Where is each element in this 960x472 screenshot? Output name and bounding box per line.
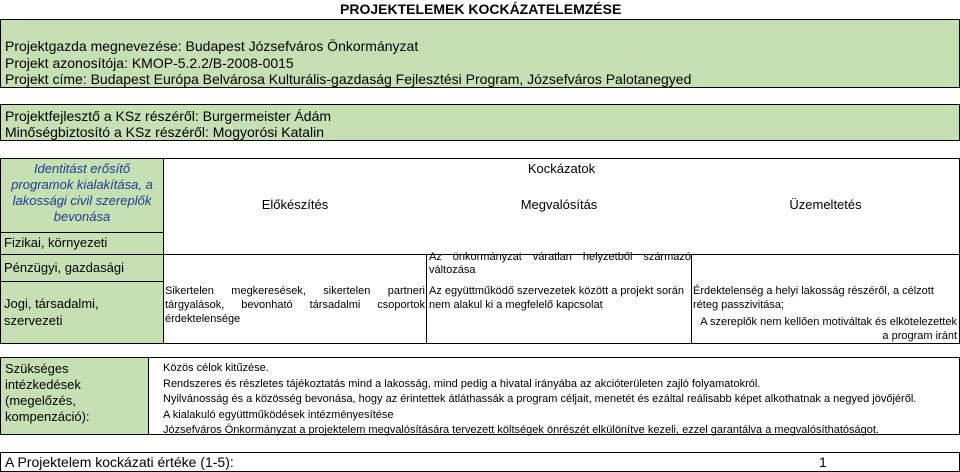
column-header-implementation: Megvalósítás — [520, 197, 598, 212]
operation-extra-cell: A szereplők nem kellően motiváltak és elkötelezettek a program iránt — [700, 316, 957, 342]
financial-implementation-cell: Az önkormányzat váratlan helyzetből származó változása — [429, 251, 691, 276]
risks-group-header: Kockázatok — [527, 161, 596, 176]
measures-label: Szükséges intézkedések (megelőzés, kompenzáció): — [5, 361, 90, 424]
risk-value-row — [0, 452, 960, 472]
legal-operation-cell: Érdektelenség a helyi lakosság részéről, a célzott réteg passzivitása; — [693, 285, 934, 311]
measure-line: Nyilvánosság és a közösség bevonása, hogy az érintettek átláthassák a program céljait, menetét és ezáltal reálisabb képet alkothatnak a negyed jövőjéről. — [163, 393, 917, 405]
row-label-financial: Pénzügyi, gazdasági — [4, 260, 124, 275]
project-id-line: Projekt azonosítója: KMOP-5.2.2/B-2008-0015 — [5, 55, 294, 71]
measure-line: Józsefváros Önkormányzat a projektelem megvalósítására tervezett költségek önrészét elkülönítve kezeli, ezzel garantálva a megvalósíthatóságot. — [163, 424, 879, 436]
measure-line: Rendszeres és részletes tájékoztatás mind a lakosság, mind pedig a hivatal irányába az akcióterületen zajló folyamatokról. — [163, 378, 761, 390]
developer-line: Projektfejlesztő a KSz részéről: Burgermeister Ádám — [5, 108, 332, 124]
row-label-legal: Jogi, társadalmi, szervezeti — [4, 296, 99, 328]
row-label-physical: Fizikai, környezeti — [4, 235, 108, 250]
measure-line: Közös célok kitűzése. — [163, 362, 269, 374]
legal-preparation-cell: Sikertelen megkeresések, sikertelen partneri tárgyalások, bevonható társadalmi csoportok érdektelensége — [165, 285, 425, 325]
measures-section — [0, 357, 960, 435]
column-header-preparation: Előkészítés — [261, 197, 329, 212]
legal-implementation-cell: Az együttműködő szervezetek között a projekt során nem alakul ki a megfelelő kapcsolat — [429, 285, 684, 311]
quality-line: Minőségbiztosító a KSz részéről: Mogyorósi Katalin — [5, 124, 325, 140]
risk-table — [0, 158, 960, 344]
page-title: PROJEKTELEMEK KOCKÁZATELEMZÉSE — [340, 1, 622, 17]
risk-value: 1 — [819, 454, 827, 470]
measure-line: A kialakuló együttműködések intézményesítése — [163, 409, 394, 421]
risk-value-label: A Projektelem kockázati értéke (1-5): — [5, 454, 234, 470]
risk-element-title: Identitást erősítő programok kialakítása, a lakossági civil szereplők bevonása — [11, 161, 153, 224]
column-header-operation: Üzemeltetés — [789, 197, 862, 212]
project-title-line: Projekt címe: Budapest Európa Belvárosa Kulturális-gazdaság Fejlesztési Program, Józsefváros Palotanegyed — [5, 71, 692, 87]
project-owner-line: Projektgazda megnevezése: Budapest Józsefváros Önkormányzat — [5, 38, 419, 54]
